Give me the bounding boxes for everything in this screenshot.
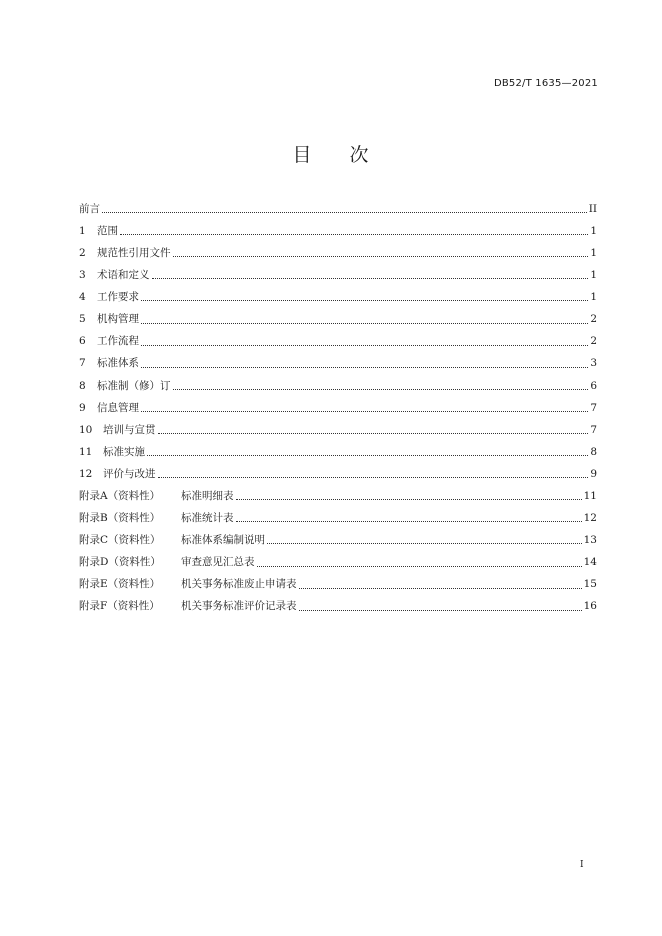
toc-entry[interactable]: [79, 507, 597, 529]
toc-leader-dots: [158, 432, 589, 434]
toc-entry-number: 8: [79, 379, 86, 392]
toc-entry-title: 术语和定义: [97, 269, 150, 282]
toc-leader-dots: [236, 520, 582, 522]
toc-entry[interactable]: [79, 574, 597, 596]
toc-entry-page: 15: [583, 578, 597, 591]
toc-title: 目 次: [292, 144, 370, 166]
toc-entry[interactable]: [79, 485, 597, 507]
toc-entry[interactable]: [79, 441, 597, 463]
toc-entry-page: 12: [583, 512, 597, 525]
toc-leader-dots: [173, 388, 589, 390]
toc-entry-page: 1: [590, 246, 597, 259]
toc-entry-page: 7: [590, 401, 597, 414]
toc-leader-dots: [120, 233, 588, 235]
toc-entry[interactable]: [79, 529, 597, 551]
toc-leader-dots: [299, 609, 582, 611]
toc-entry-number: 9: [79, 401, 86, 414]
toc-entry-title: 机构管理: [97, 313, 139, 326]
toc-entry[interactable]: [79, 419, 597, 441]
toc-entry-page: 14: [583, 556, 597, 569]
toc-entry-page: 7: [590, 423, 597, 436]
toc-leader-dots: [141, 344, 588, 346]
toc-leader-dots: [102, 211, 587, 213]
toc-leader-dots: [299, 587, 582, 589]
toc-entry[interactable]: [79, 375, 597, 397]
toc-leader-dots: [141, 299, 588, 301]
toc-entry-title: 标准体系编制说明: [181, 534, 265, 547]
toc-entry-page: II: [588, 202, 597, 215]
toc-entry[interactable]: [79, 353, 597, 375]
document-code: DB52/T 1635—2021: [493, 78, 598, 89]
toc-entry-page: 3: [590, 357, 597, 370]
toc-entry-title: 培训与宣贯: [103, 423, 156, 436]
toc-entry-page: 6: [590, 379, 597, 392]
toc-entry-number: 10: [79, 423, 93, 436]
toc-entry[interactable]: [79, 264, 597, 286]
toc-entry-number: 7: [79, 357, 86, 370]
toc-entry-number: 12: [79, 467, 93, 480]
toc-entry-title: 标准统计表: [181, 512, 234, 525]
toc-entry[interactable]: [79, 198, 597, 220]
toc-leader-dots: [152, 277, 589, 279]
toc-entry-page: 2: [590, 313, 597, 326]
toc-leader-dots: [236, 498, 582, 500]
toc-entry[interactable]: [79, 397, 597, 419]
toc-entry-number: 6: [79, 335, 86, 348]
toc-entry-number: 5: [79, 313, 86, 326]
toc-entry[interactable]: [79, 220, 597, 242]
toc-leader-dots: [141, 322, 588, 324]
toc-entry-title: 范围: [97, 224, 118, 237]
toc-entry-title: 信息管理: [97, 401, 139, 414]
toc-entry-number: 附录F（资料性）: [79, 600, 160, 613]
table-of-contents: [79, 198, 597, 618]
toc-leader-dots: [173, 255, 589, 257]
toc-entry[interactable]: [79, 596, 597, 618]
toc-entry-number: 附录C（资料性）: [79, 534, 161, 547]
toc-leader-dots: [158, 476, 589, 478]
toc-entry-number: 4: [79, 291, 86, 304]
toc-leader-dots: [141, 410, 588, 412]
toc-entry-title: 工作要求: [97, 291, 139, 304]
toc-entry-title: 前言: [79, 202, 100, 215]
toc-entry-number: 1: [79, 224, 86, 237]
toc-leader-dots: [147, 454, 588, 456]
toc-entry-number: 附录E（资料性）: [79, 578, 161, 591]
toc-entry-title: 审查意见汇总表: [181, 556, 255, 569]
toc-entry-title: 评价与改进: [103, 467, 156, 480]
toc-entry-number: 附录B（资料性）: [79, 512, 161, 525]
toc-entry[interactable]: [79, 308, 597, 330]
page-number: I: [580, 860, 584, 870]
toc-entry[interactable]: [79, 242, 597, 264]
toc-entry-page: 16: [583, 600, 597, 613]
toc-entry-title: 规范性引用文件: [97, 246, 171, 259]
toc-entry-page: 1: [590, 291, 597, 304]
toc-entry-number: 3: [79, 269, 86, 282]
toc-leader-dots: [267, 542, 582, 544]
toc-entry-number: 附录D（资料性）: [79, 556, 161, 569]
toc-entry[interactable]: [79, 463, 597, 485]
toc-entry-page: 13: [583, 534, 597, 547]
toc-entry-title: 工作流程: [97, 335, 139, 348]
toc-leader-dots: [257, 565, 582, 567]
toc-entry-number: 附录A（资料性）: [79, 490, 161, 503]
toc-entry[interactable]: [79, 552, 597, 574]
toc-entry-number: 2: [79, 246, 86, 259]
toc-entry-page: 1: [590, 224, 597, 237]
toc-leader-dots: [141, 366, 588, 368]
toc-entry-page: 2: [590, 335, 597, 348]
toc-entry-title: 标准明细表: [181, 490, 234, 503]
toc-entry[interactable]: [79, 286, 597, 308]
toc-entry-page: 1: [590, 269, 597, 282]
toc-entry-number: 11: [79, 445, 93, 458]
toc-entry-title: 标准体系: [97, 357, 139, 370]
toc-entry-title: 标准实施: [103, 445, 145, 458]
toc-entry[interactable]: [79, 331, 597, 353]
toc-entry-title: 标准制（修）订: [97, 379, 171, 392]
toc-entry-page: 8: [590, 445, 597, 458]
toc-entry-page: 9: [590, 467, 597, 480]
toc-entry-page: 11: [583, 490, 597, 503]
toc-entry-title: 机关事务标准废止申请表: [181, 578, 297, 591]
toc-entry-title: 机关事务标准评价记录表: [181, 600, 297, 613]
